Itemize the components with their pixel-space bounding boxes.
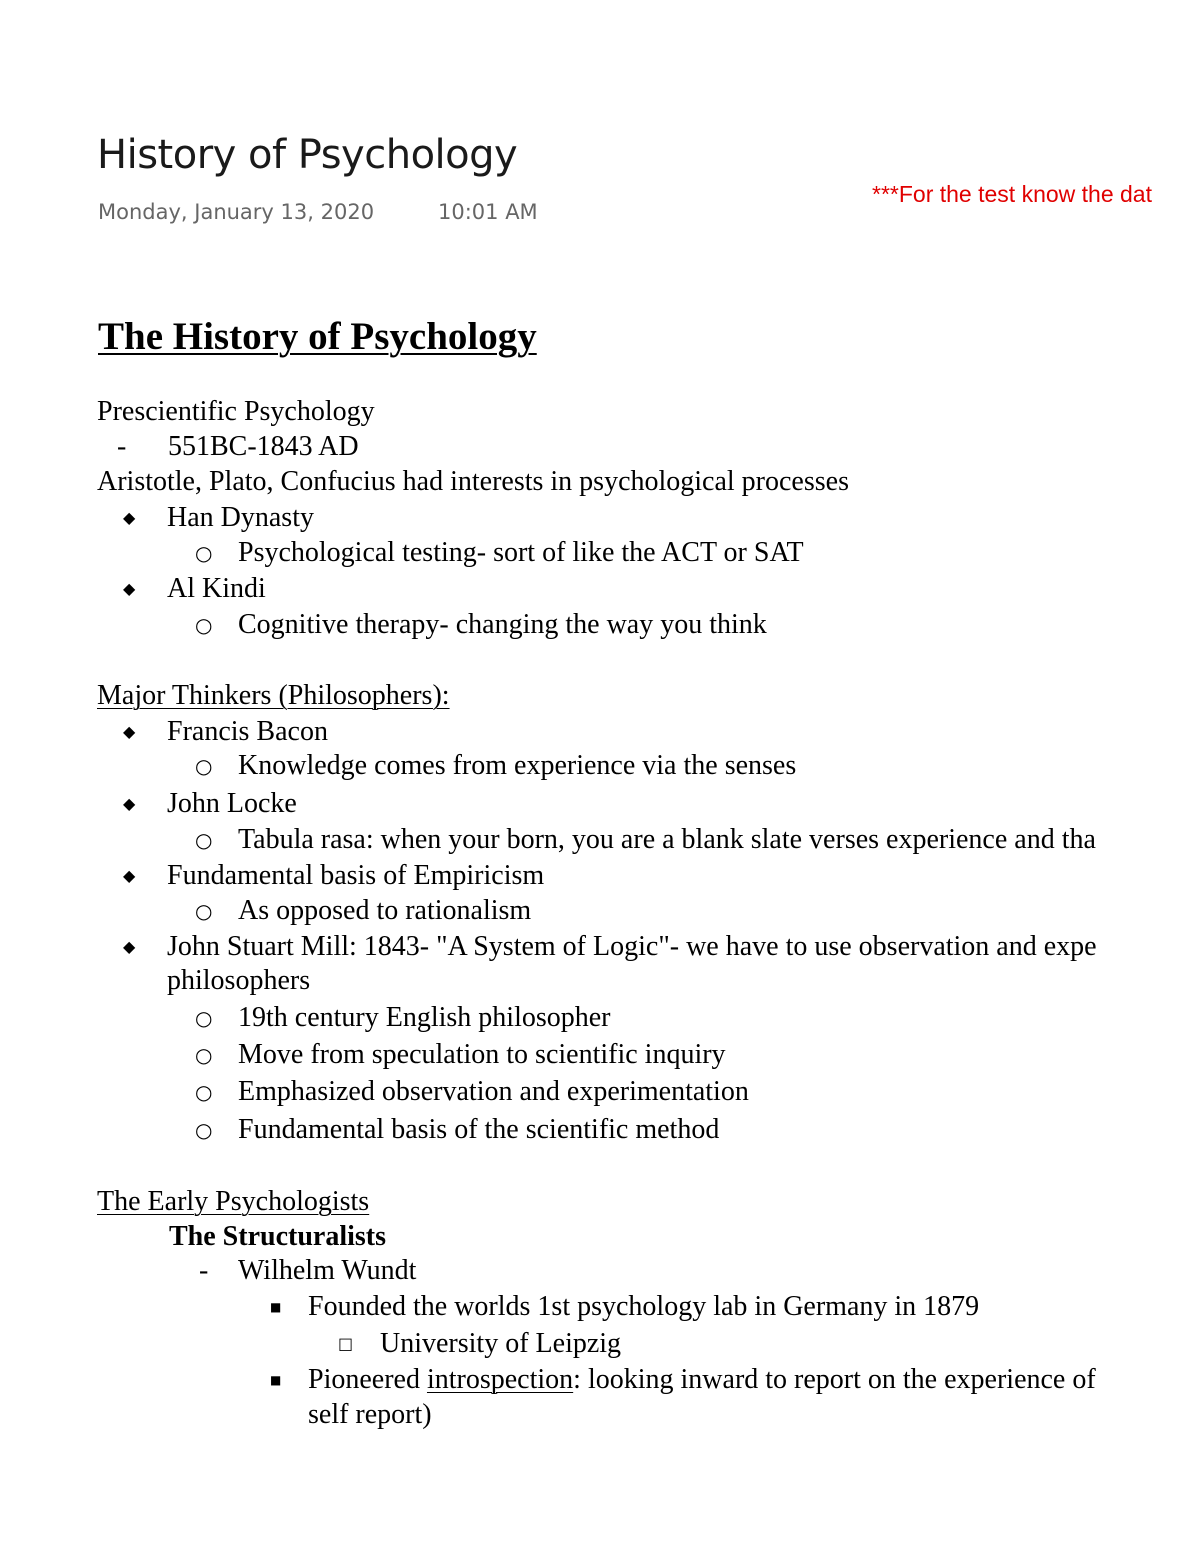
circle-bullet-icon: ○ [195, 1043, 213, 1067]
circle-bullet-icon: ○ [195, 613, 213, 637]
list-item-continuation: philosophers [167, 965, 311, 996]
list-item: Knowledge comes from experience via the senses [238, 750, 797, 781]
section-major-thinkers-label: Major Thinkers (Philosophers): [97, 680, 450, 711]
list-item: As opposed to rationalism [238, 895, 532, 926]
list-item: Tabula rasa: when your born, you are a blank slate verses experience and tha [238, 824, 1096, 855]
circle-bullet-icon: ○ [195, 754, 213, 778]
dash-bullet: - [199, 1255, 209, 1286]
list-item: Al Kindi [167, 573, 266, 604]
document-heading: The History of Psychology [98, 315, 537, 358]
list-item: Emphasized observation and experimentation [238, 1076, 749, 1107]
diamond-bullet-icon: ◆ [123, 579, 136, 598]
page-date: Monday, January 13, 2020 [98, 200, 375, 224]
circle-bullet-icon: ○ [195, 899, 213, 923]
list-item-continuation: self report) [308, 1399, 432, 1430]
circle-bullet-icon: ○ [195, 541, 213, 565]
circle-bullet-icon: ○ [195, 1118, 213, 1142]
square-bullet-icon: ■ [270, 1300, 282, 1314]
page-time: 10:01 AM [438, 200, 538, 224]
list-item: John Stuart Mill: 1843- "A System of Logic"- we have to use observation and expe [167, 931, 1097, 962]
circle-bullet-icon: ○ [195, 1006, 213, 1030]
list-item: 19th century English philosopher [238, 1002, 611, 1033]
section-prescientific-label: Prescientific Psychology [97, 396, 375, 427]
paragraph-line: Aristotle, Plato, Confucius had interests in psychological processes [97, 466, 849, 497]
list-item: 551BC-1843 AD [168, 431, 359, 462]
hollow-square-bullet-icon: □ [338, 1334, 354, 1353]
list-item [308, 1362, 1096, 1398]
list-item: Wilhelm Wundt [238, 1255, 417, 1286]
section-early-psychologists-label: The Early Psychologists [97, 1186, 370, 1217]
circle-bullet-icon: ○ [195, 828, 213, 852]
diamond-bullet-icon: ◆ [123, 866, 136, 885]
subsection-structuralists-label: The Structuralists [169, 1221, 386, 1252]
list-item: Han Dynasty [167, 502, 314, 533]
introspection-term: introspection [426, 1364, 574, 1395]
list-item-text: : looking inward to report on the experience of [573, 1364, 1096, 1395]
test-reminder-note: ***For the test know the dat [872, 181, 1152, 207]
diamond-bullet-icon: ◆ [123, 722, 136, 741]
list-item: John Locke [167, 788, 297, 819]
list-item: Psychological testing- sort of like the ACT or SAT [238, 537, 804, 568]
diamond-bullet-icon: ◆ [123, 937, 136, 956]
diamond-bullet-icon: ◆ [123, 794, 136, 813]
list-item: Francis Bacon [167, 716, 328, 747]
list-item: University of Leipzig [380, 1328, 622, 1359]
square-bullet-icon: ■ [270, 1373, 282, 1387]
list-item-text: Pioneered [308, 1364, 427, 1395]
list-item: Fundamental basis of Empiricism [167, 860, 545, 891]
list-item: Founded the worlds 1st psychology lab in Germany in 1879 [308, 1291, 980, 1322]
list-item: Move from speculation to scientific inquiry [238, 1039, 726, 1070]
list-item: Fundamental basis of the scientific method [238, 1114, 720, 1145]
circle-bullet-icon: ○ [195, 1080, 213, 1104]
page-title[interactable]: History of Psychology [97, 132, 518, 178]
dash-bullet: - [117, 431, 127, 462]
diamond-bullet-icon: ◆ [123, 508, 136, 527]
list-item: Cognitive therapy- changing the way you think [238, 609, 767, 640]
